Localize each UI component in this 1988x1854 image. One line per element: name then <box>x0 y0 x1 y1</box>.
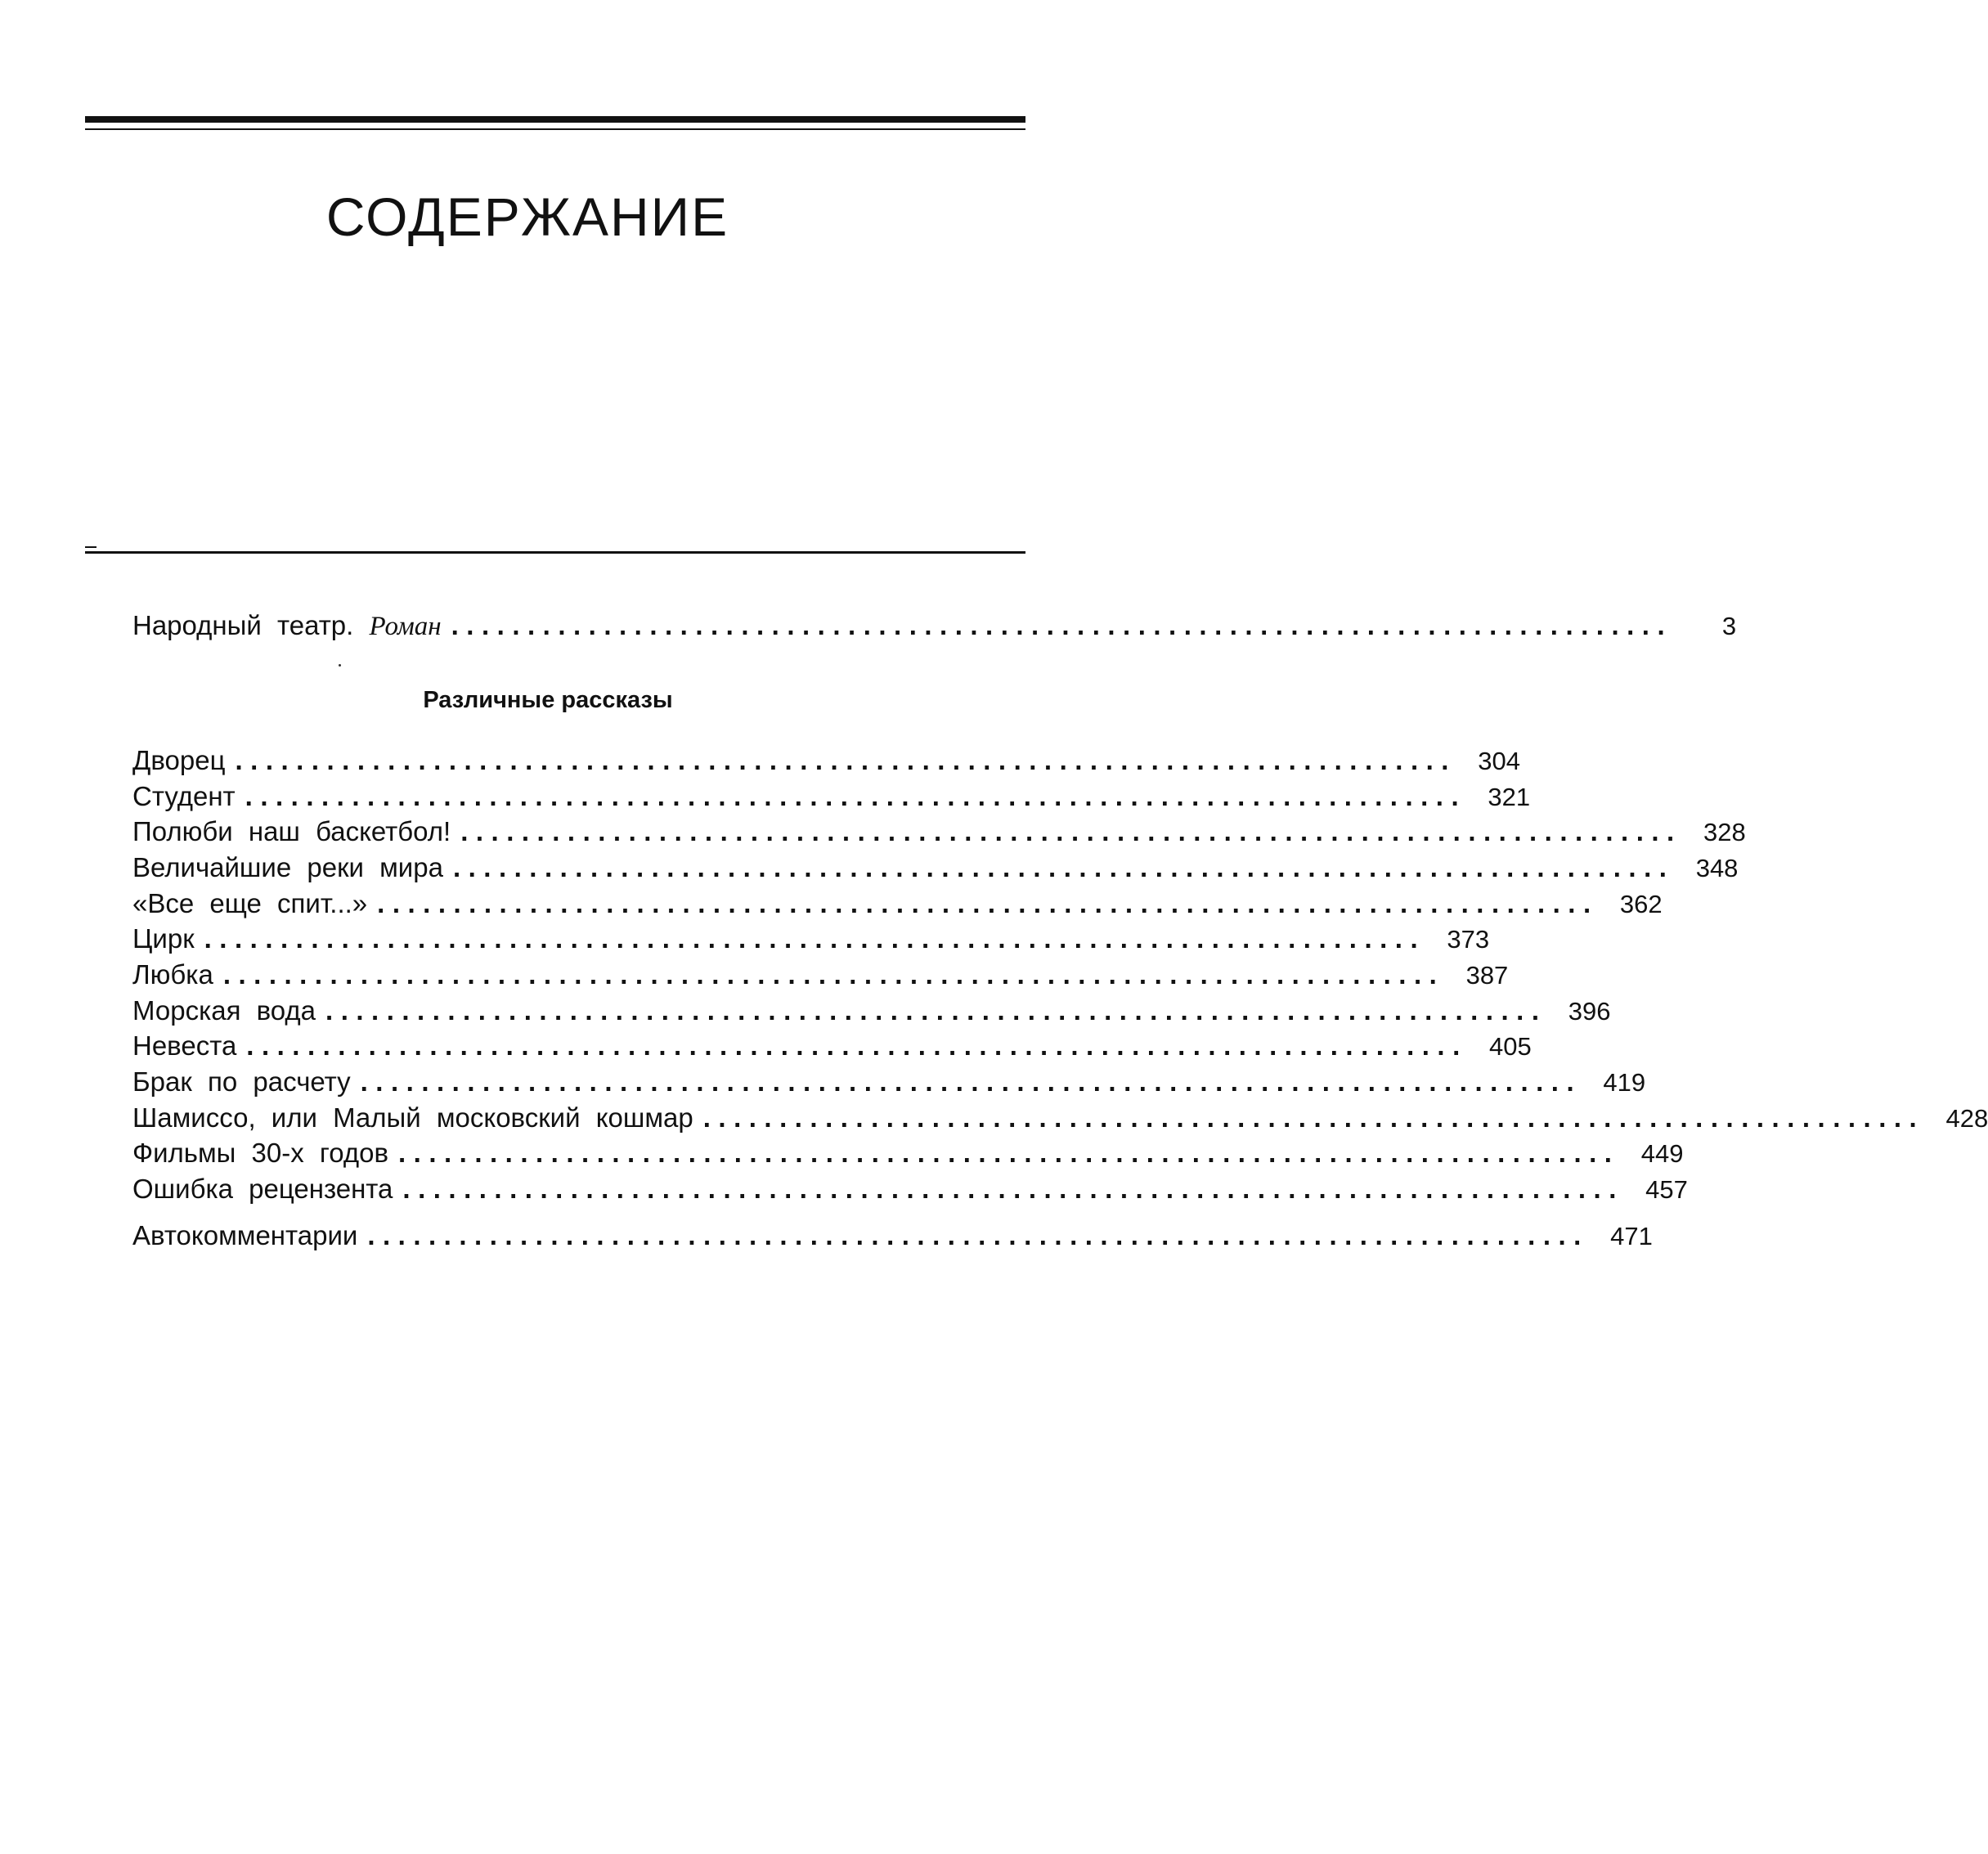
toc-entry-title: Брак по расчету <box>132 1066 351 1097</box>
page-title: СОДЕРЖАНИЕ <box>325 186 729 247</box>
print-speck <box>339 664 341 667</box>
dot-leader: ................................................................................ <box>235 745 1456 775</box>
toc-entry-page: 387 <box>1465 961 1509 990</box>
toc-entry-title: Дворец <box>132 745 226 775</box>
toc-entry-title: Студент <box>132 781 236 811</box>
dot-leader: ................................................................................ <box>222 959 1445 990</box>
toc-entry[interactable] <box>132 1174 1688 1204</box>
toc-entry[interactable] <box>132 923 1490 954</box>
toc-entry-page: 471 <box>1610 1222 1653 1250</box>
toc-entry-page: 396 <box>1568 997 1611 1026</box>
toc-entry-final[interactable] <box>132 1220 1653 1250</box>
toc-entry-title: Величайшие реки мира <box>132 852 443 882</box>
toc-entry-title: Фильмы 30-х годов <box>132 1138 388 1168</box>
toc-entry-page: 419 <box>1603 1068 1646 1097</box>
toc-entry-page: 348 <box>1695 854 1739 882</box>
toc-entry-page: 362 <box>1619 890 1663 918</box>
toc-entry-page: 3 <box>1721 612 1737 640</box>
toc-entry-genre: Роман <box>369 612 442 641</box>
top-rule-thick <box>85 116 1025 123</box>
dot-leader: ................................................................................ <box>460 816 1682 846</box>
toc-entry-title: Шамиссо, или Малый московский кошмар <box>132 1102 693 1133</box>
dot-leader: ................................................................................ <box>451 610 1673 640</box>
toc-entry[interactable] <box>132 1030 1532 1061</box>
toc-entry-page: 405 <box>1489 1032 1532 1061</box>
toc-entry-page: 428 <box>1945 1104 1988 1133</box>
toc-entry-title: «Все еще спит...» <box>132 888 368 918</box>
dot-leader: ................................................................................ <box>402 1174 1624 1204</box>
dot-leader: ................................................................................ <box>398 1138 1620 1168</box>
toc-entry-page: 373 <box>1447 925 1490 954</box>
toc-entry-title: Цирк <box>132 923 195 954</box>
toc-entry[interactable] <box>132 1102 1988 1133</box>
toc-entry[interactable] <box>132 1066 1646 1097</box>
toc-entry-main[interactable] <box>132 610 1737 641</box>
dot-leader: ................................................................................ <box>360 1066 1582 1097</box>
toc-entry[interactable] <box>132 1138 1684 1168</box>
dot-leader: ................................................................................ <box>245 781 1467 811</box>
toc-entry-title: Народный театр. Роман <box>132 610 442 641</box>
toc-entry[interactable] <box>132 781 1531 811</box>
toc-entry-title: Полюби наш баскетбол! <box>132 816 451 846</box>
toc-entry[interactable] <box>132 995 1611 1026</box>
toc-entry-page: 321 <box>1488 783 1531 811</box>
dot-leader: ................................................................................ <box>246 1030 1468 1061</box>
section-heading: Различные рассказы <box>423 687 673 713</box>
mid-rule-stub <box>85 546 96 548</box>
toc-entry-page: 304 <box>1478 747 1520 775</box>
toc-entry-title: Невеста <box>132 1030 237 1061</box>
toc-entry-page: 449 <box>1640 1139 1684 1168</box>
dot-leader: ................................................................................ <box>325 995 1547 1026</box>
toc-entry-title: Автокомментарии <box>132 1220 358 1250</box>
dot-leader: ................................................................................ <box>377 888 1599 918</box>
toc-entry-title: Ошибка рецензента <box>132 1174 393 1204</box>
dot-leader: ................................................................................ <box>367 1220 1589 1250</box>
dot-leader: ................................................................................ <box>452 852 1675 882</box>
toc-entry-page: 328 <box>1703 818 1746 846</box>
toc-entry-title: Морская вода <box>132 995 316 1026</box>
toc-entry[interactable] <box>132 852 1739 882</box>
toc-entry[interactable] <box>132 888 1663 918</box>
toc-entry[interactable] <box>132 745 1520 775</box>
toc-entry[interactable] <box>132 959 1509 990</box>
dot-leader: ................................................................................ <box>204 923 1426 954</box>
toc-entry[interactable] <box>132 816 1746 846</box>
top-rule-thin <box>85 128 1025 130</box>
toc-entry-title: Любка <box>132 959 213 990</box>
toc-entry-page: 457 <box>1645 1175 1688 1204</box>
mid-rule <box>85 551 1025 554</box>
dot-leader: ................................................................................ <box>702 1102 1925 1133</box>
